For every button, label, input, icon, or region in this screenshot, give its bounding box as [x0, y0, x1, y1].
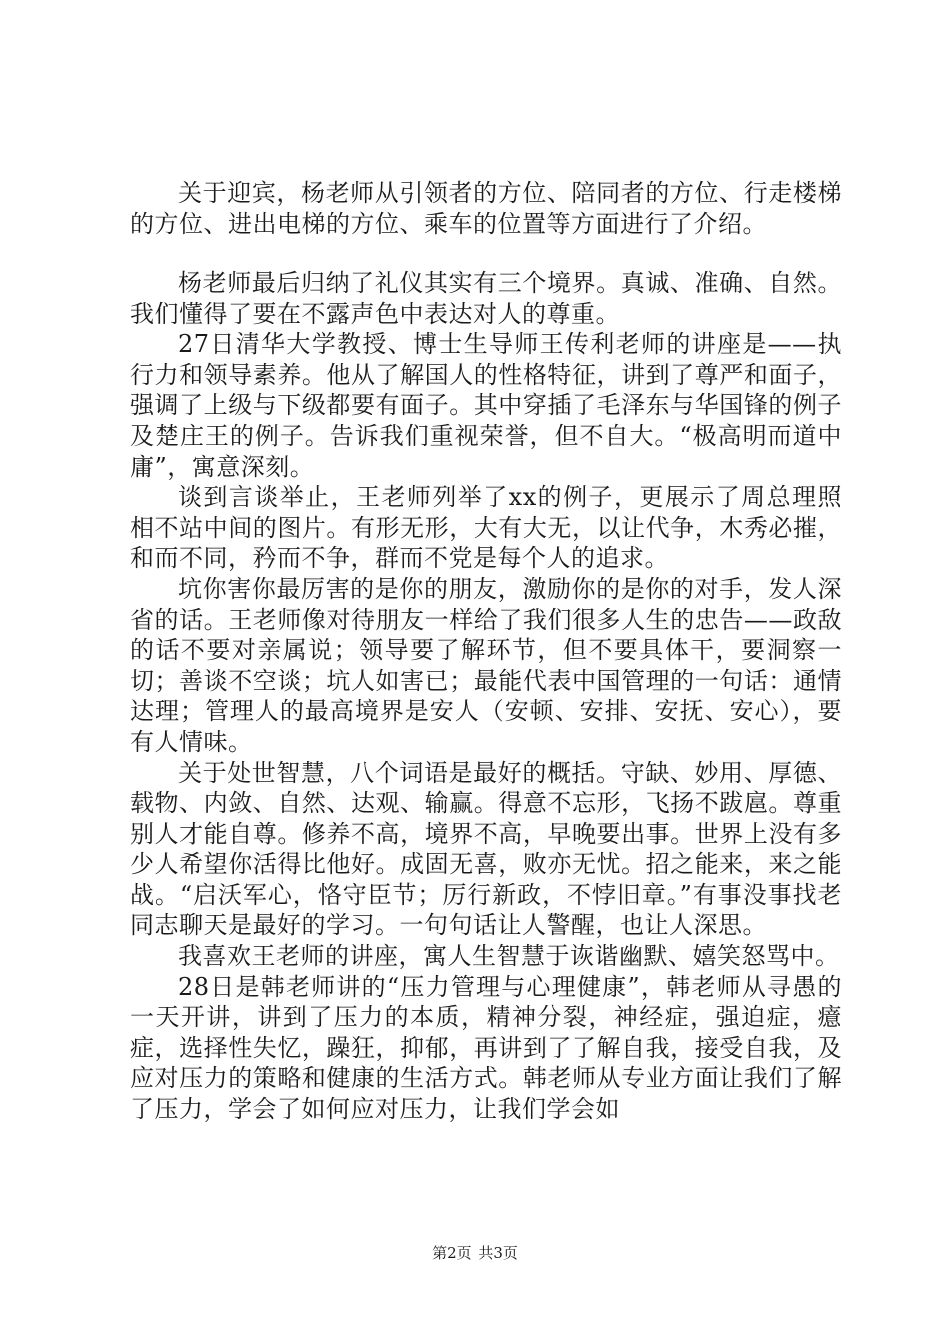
paragraph: 坑你害你最厉害的是你的朋友，激励你的是你的对手，发人深省的话。王老师像对待朋友一样给了我们很多人生的忠告——政敌的话不要对亲属说；领导要了解环节，但不要具体干，要洞察一切；善谈不空谈；坑人如害已；最能代表中国管理的一句话：通情达理；管理人的最高境界是安人（安顿、安排、安抚、安心），要有人情味。 [130, 574, 842, 756]
page-total: 共3页 [478, 1244, 518, 1262]
page-footer [0, 1243, 950, 1263]
paragraph: 杨老师最后归纳了礼仪其实有三个境界。真诚、准确、自然。我们懂得了要在不露声色中表达对人的尊重。 [130, 269, 842, 328]
text-block-main [130, 268, 842, 1125]
paragraph: 关于处世智慧，八个词语是最好的概括。守缺、妙用、厚德、载物、内敛、自然、达观、输赢。得意不忘形，飞扬不跋扈。尊重别人才能自尊。修养不高，境界不高，早晚要出事。世界上没有多少人希望你活得比他好。成固无喜，败亦无忧。招之能来，来之能战。“启沃军心，恪守臣节；厉行新政，不悖旧章。”有事没事找老同志聊天是最好的学习。一句句话让人警醒，也让人深思。 [130, 758, 842, 940]
paragraph: 28日是韩老师讲的“压力管理与心理健康”，韩老师从寻愚的一天开讲，讲到了压力的本质，精神分裂，神经症，强迫症，癔症，选择性失忆，躁狂，抑郁，再讲到了了解自我，接受自我，及应对压力的策略和健康的生活方式。韩老师从专业方面让我们了解了压力，学会了如何应对压力，让我们学会如 [130, 972, 842, 1124]
paragraph: 关于迎宾，杨老师从引领者的方位、陪同者的方位、行走楼梯的方位、进出电梯的方位、乘车的位置等方面进行了介绍。 [130, 179, 842, 238]
paragraph: 27日清华大学教授、博士生导师王传利老师的讲座是——执行力和领导素养。他从了解国人的性格特征，讲到了尊严和面子，强调了上级与下级都要有面子。其中穿插了毛泽东与华国锋的例子及楚庄王的例子。告诉我们重视荣誉，但不自大。“极高明而道中庸”，寓意深刻。 [130, 330, 842, 481]
text-block-top [130, 178, 842, 239]
paragraph: 我喜欢王老师的讲座，寓人生智慧于诙谐幽默、嬉笑怒骂中。 [178, 942, 840, 971]
paragraph: 谈到言谈举止，王老师列举了xx的例子，更展示了周总理照相不站中间的图片。有形无形，大有大无，以让代争，木秀必摧，和而不同，矜而不争，群而不党是每个人的追求。 [130, 483, 842, 573]
page-number: 第2页 [432, 1244, 472, 1262]
